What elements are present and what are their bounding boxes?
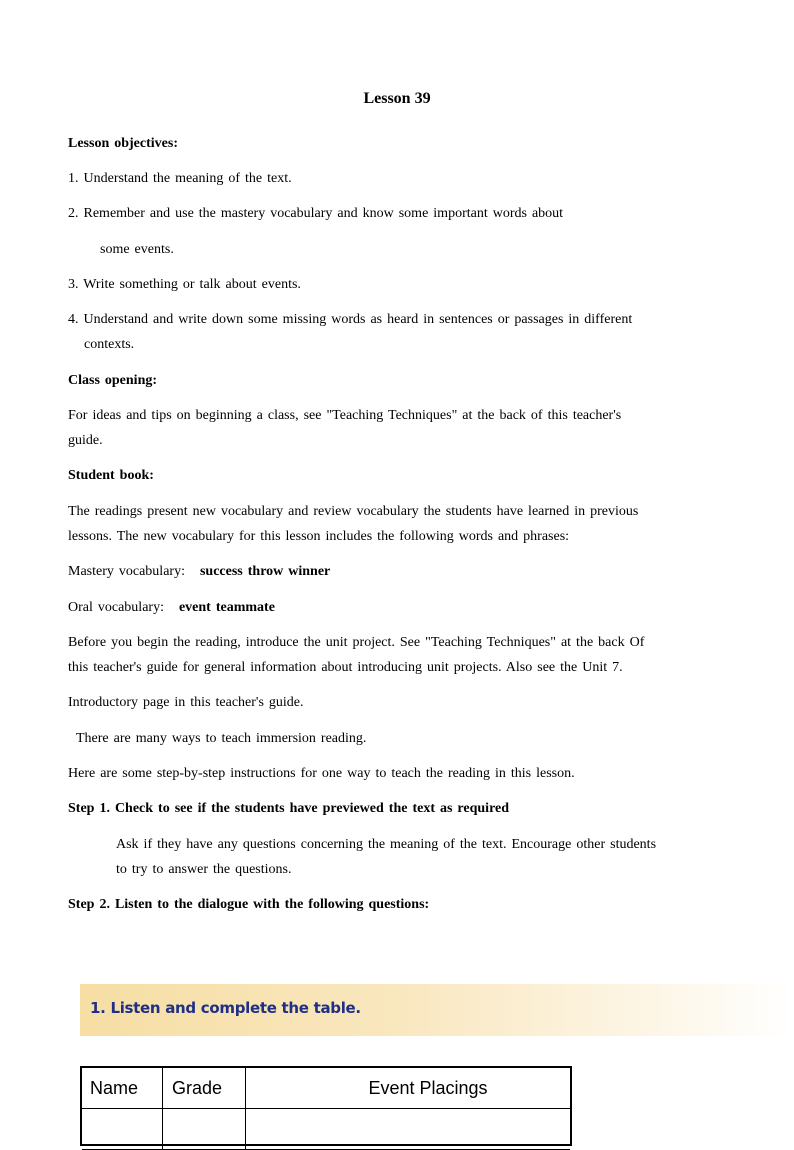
- before-line-3: Introductory page in this teacher's guide.: [68, 695, 304, 710]
- class-opening-heading: Class opening:: [68, 373, 158, 388]
- table-cell[interactable]: [82, 1109, 163, 1150]
- class-opening-line-2: guide.: [68, 433, 103, 448]
- class-opening-line-1: For ideas and tips on beginning a class, see "Teaching Techniques" at the back of this teacher's: [68, 408, 622, 423]
- lesson-title: Lesson 39: [363, 90, 431, 107]
- task-label: 1. Listen and complete the table.: [90, 999, 361, 1017]
- table-header-row: [82, 1068, 570, 1109]
- placings-table: [80, 1066, 572, 1146]
- header-name: Name: [82, 1068, 163, 1109]
- student-book-line-2: lessons. The new vocabulary for this lesson includes the following words and phrases:: [68, 529, 570, 544]
- objective-4: 4. Understand and write down some missing words as heard in sentences or passages in different: [68, 312, 633, 327]
- header-event-placings: Event Placings: [246, 1068, 571, 1109]
- before-line-4: There are many ways to teach immersion reading.: [76, 731, 367, 746]
- objective-2-cont: some events.: [100, 242, 174, 257]
- objective-3: 3. Write something or talk about events.: [68, 277, 301, 292]
- before-line-2: this teacher's guide for general information about introducing unit projects. Also see the Unit 7.: [68, 660, 623, 675]
- objective-1: 1. Understand the meaning of the text.: [68, 171, 292, 186]
- before-line-1: Before you begin the reading, introduce the unit project. See "Teaching Techniques" at the back Of: [68, 635, 645, 650]
- oral-label: Oral vocabulary:: [68, 600, 164, 615]
- placings-grid: [82, 1068, 570, 1150]
- mastery-vocabulary: [68, 563, 330, 581]
- mastery-words: success throw winner: [199, 564, 331, 579]
- task-banner: [80, 984, 794, 1036]
- oral-words: event teammate: [178, 600, 275, 615]
- step1-line-2: to try to answer the questions.: [116, 862, 292, 877]
- student-book-heading: Student book:: [68, 468, 154, 483]
- mastery-label: Mastery vocabulary:: [68, 564, 185, 579]
- table-cell[interactable]: [163, 1109, 246, 1150]
- step2-heading: Step 2. Listen to the dialogue with the following questions:: [68, 897, 430, 912]
- before-line-5: Here are some step-by-step instructions for one way to teach the reading in this lesson.: [68, 766, 575, 781]
- table-row: [82, 1109, 570, 1150]
- student-book-line-1: The readings present new vocabulary and review vocabulary the students have learned in previous: [68, 504, 639, 519]
- objectives-heading: Lesson objectives:: [68, 136, 178, 151]
- header-grade: Grade: [163, 1068, 246, 1109]
- step1-line-1: Ask if they have any questions concerning the meaning of the text. Encourage other students: [116, 837, 657, 852]
- objective-4-cont: contexts.: [84, 337, 135, 352]
- table-cell[interactable]: [246, 1109, 571, 1150]
- step1-heading: Step 1. Check to see if the students have previewed the text as required: [68, 801, 510, 816]
- objective-2: 2. Remember and use the mastery vocabulary and know some important words about: [68, 206, 564, 221]
- oral-vocabulary: [68, 599, 275, 617]
